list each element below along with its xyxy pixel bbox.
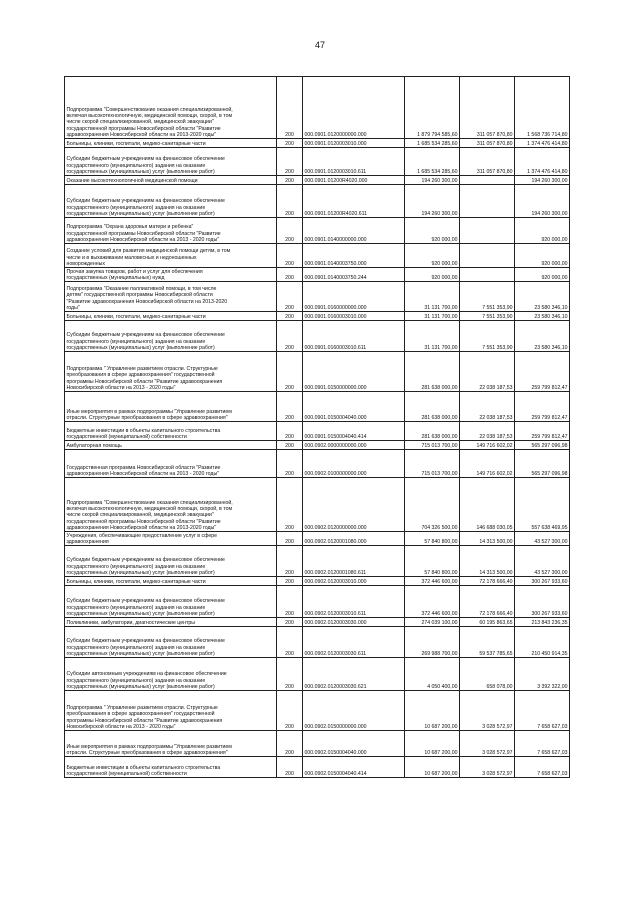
- row-name-cell: Оказание высокотехнологичной медицинской помощи: [65, 176, 277, 185]
- row-code-cell: 200: [277, 176, 303, 185]
- row-unexecuted-cell: 7 658 627,03: [515, 757, 570, 778]
- row-kbk-cell: 000.0901.0140003750.000: [303, 244, 405, 268]
- row-executed-cell: 3 028 572,97: [460, 757, 515, 778]
- row-unexecuted-cell: 7 658 627,03: [515, 731, 570, 757]
- row-kbk-cell: 000.0901.0160003010.611: [303, 321, 405, 352]
- row-approved-cell: 194 260 300,00: [405, 176, 460, 185]
- row-executed-cell: 22 038 187,53: [460, 422, 515, 441]
- row-executed-cell: 658 078,00: [460, 658, 515, 691]
- row-approved-cell: 10 687 200,00: [405, 731, 460, 757]
- row-code-cell: 200: [277, 586, 303, 618]
- row-executed-cell: 14 313 500,00: [460, 546, 515, 577]
- table-row: [65, 757, 570, 778]
- row-kbk-cell: 000.0902.0150004040.414: [303, 757, 405, 778]
- row-executed-cell: [460, 176, 515, 185]
- row-name-cell: Государственная программа Новосибирской области "Развитие здравоохранения Новосибирской области на 2013 - 2020 годы": [65, 450, 277, 478]
- table-row: [65, 352, 570, 392]
- row-kbk-cell: 000.0902.0120003010.611: [303, 586, 405, 618]
- row-name-cell: Иные мероприятия в рамках подпрограммы "Управление развитием отрасли. Структурные преобразования в сфере здравоохранения": [65, 392, 277, 422]
- row-unexecuted-cell: 1 374 476 414,80: [515, 139, 570, 148]
- table-row: [65, 244, 570, 268]
- row-kbk-cell: 000.0902.0150000000.000: [303, 691, 405, 731]
- row-name-cell: Создание условий для развития медицинской помощи детям, в том числе и в выхаживании маловесных и недоношенных новорожденных: [65, 244, 277, 268]
- table-row: [65, 185, 570, 218]
- table-row: [65, 441, 570, 450]
- row-name-cell: Больницы, клиники, госпитали, медико-санитарные части: [65, 577, 277, 586]
- row-executed-cell: 14 313 500,00: [460, 532, 515, 546]
- table-row: [65, 731, 570, 757]
- row-code-cell: 200: [277, 658, 303, 691]
- row-code-cell: 200: [277, 731, 303, 757]
- row-name-cell: Субсидии бюджетным учреждениям на финансовое обеспечение государственного (муниципального) задания на оказание государственных (муниципальных) услуг (выполнение работ): [65, 321, 277, 352]
- budget-table: [64, 76, 570, 778]
- budget-table-body: [65, 77, 570, 778]
- row-code-cell: 200: [277, 282, 303, 312]
- row-kbk-cell: 000.0902.0120003030.000: [303, 618, 405, 627]
- table-row: [65, 218, 570, 244]
- row-approved-cell: 281 638 000,00: [405, 392, 460, 422]
- row-unexecuted-cell: 210 450 914,35: [515, 627, 570, 658]
- row-unexecuted-cell: 1 374 476 414,80: [515, 148, 570, 176]
- row-kbk-cell: 000.0901.0120003010.611: [303, 148, 405, 176]
- row-executed-cell: 22 038 187,53: [460, 392, 515, 422]
- row-executed-cell: [460, 185, 515, 218]
- row-approved-cell: 920 000,00: [405, 218, 460, 244]
- row-executed-cell: 149 716 602,02: [460, 450, 515, 478]
- row-approved-cell: 31 131 700,00: [405, 312, 460, 321]
- row-unexecuted-cell: 920 000,00: [515, 218, 570, 244]
- row-unexecuted-cell: 194 260 300,00: [515, 176, 570, 185]
- row-unexecuted-cell: 23 580 346,10: [515, 321, 570, 352]
- row-name-cell: Прочая закупка товаров, работ и услуг для обеспечения государственных (муниципальных) нужд: [65, 268, 277, 282]
- row-unexecuted-cell: 7 658 627,03: [515, 691, 570, 731]
- row-kbk-cell: 000.0901.0150000000.000: [303, 352, 405, 392]
- row-name-cell: Иные мероприятия в рамках подпрограммы "Управление развитием отрасли. Структурные преобразования в сфере здравоохранения": [65, 731, 277, 757]
- row-approved-cell: 704 326 500,00: [405, 478, 460, 532]
- row-kbk-cell: 000.0902.0120003010.000: [303, 577, 405, 586]
- row-code-cell: 200: [277, 352, 303, 392]
- row-kbk-cell: 000.0901.0140000000.000: [303, 218, 405, 244]
- row-kbk-cell: 000.0901.01200R4020.000: [303, 176, 405, 185]
- row-unexecuted-cell: 43 527 300,00: [515, 532, 570, 546]
- row-approved-cell: 281 638 000,00: [405, 422, 460, 441]
- row-approved-cell: 31 131 700,00: [405, 282, 460, 312]
- row-unexecuted-cell: 300 267 933,60: [515, 577, 570, 586]
- row-unexecuted-cell: 920 000,00: [515, 268, 570, 282]
- table-row: [65, 627, 570, 658]
- row-name-cell: Амбулаторная помощь: [65, 441, 277, 450]
- row-approved-cell: 31 131 700,00: [405, 321, 460, 352]
- row-unexecuted-cell: 259 799 812,47: [515, 422, 570, 441]
- row-name-cell: Бюджетные инвестиции в объекты капитального строительства государственной (муниципальной) собственности: [65, 757, 277, 778]
- row-code-cell: 200: [277, 618, 303, 627]
- row-executed-cell: 7 551 353,90: [460, 312, 515, 321]
- row-kbk-cell: 000.0902.0120003030.621: [303, 658, 405, 691]
- row-code-cell: 200: [277, 532, 303, 546]
- row-unexecuted-cell: 259 799 812,47: [515, 392, 570, 422]
- row-approved-cell: 281 638 000,00: [405, 352, 460, 392]
- row-approved-cell: 1 879 794 585,60: [405, 77, 460, 139]
- table-row: [65, 478, 570, 532]
- table-row: [65, 268, 570, 282]
- row-executed-cell: [460, 218, 515, 244]
- row-code-cell: 200: [277, 148, 303, 176]
- row-executed-cell: 72 178 666,40: [460, 577, 515, 586]
- row-executed-cell: 7 551 353,90: [460, 321, 515, 352]
- row-kbk-cell: 000.0902.0000000000.000: [303, 441, 405, 450]
- row-kbk-cell: 000.0901.0150004040.000: [303, 392, 405, 422]
- row-code-cell: 200: [277, 312, 303, 321]
- row-code-cell: 200: [277, 691, 303, 731]
- row-kbk-cell: 000.0902.0150004040.000: [303, 731, 405, 757]
- row-name-cell: Подпрограмма "Совершенствование оказания специализированной, включая высокотехнологичную, медицинской помощи, скорой, в том числе скорой специализированной, медицинской эвакуации" государственной программы Новосибирской области "Развитие здравоохранения Новосибирской области на 2013-2020 годы": [65, 478, 277, 532]
- table-row: [65, 312, 570, 321]
- row-code-cell: 200: [277, 321, 303, 352]
- row-approved-cell: 10 687 200,00: [405, 691, 460, 731]
- row-code-cell: 200: [277, 139, 303, 148]
- row-unexecuted-cell: 23 580 346,10: [515, 312, 570, 321]
- row-name-cell: Субсидии автономным учреждениям на финансовое обеспечение государственного (муниципального) задания на оказание государственных (муниципальных) услуг (выполнение работ): [65, 658, 277, 691]
- row-approved-cell: 57 840 800,00: [405, 532, 460, 546]
- row-code-cell: 200: [277, 392, 303, 422]
- table-row: [65, 148, 570, 176]
- row-executed-cell: 72 178 666,40: [460, 586, 515, 618]
- row-unexecuted-cell: 565 297 096,98: [515, 450, 570, 478]
- table-row: [65, 586, 570, 618]
- row-approved-cell: 269 988 700,00: [405, 627, 460, 658]
- table-row: [65, 532, 570, 546]
- row-executed-cell: 311 057 870,80: [460, 139, 515, 148]
- table-row: [65, 658, 570, 691]
- table-row: [65, 321, 570, 352]
- row-executed-cell: 22 038 187,53: [460, 352, 515, 392]
- table-row: [65, 77, 570, 139]
- row-approved-cell: 1 685 534 285,60: [405, 139, 460, 148]
- row-approved-cell: 715 013 700,00: [405, 450, 460, 478]
- row-name-cell: Поликлиники, амбулатории, диагностические центры: [65, 618, 277, 627]
- row-code-cell: 200: [277, 77, 303, 139]
- row-kbk-cell: 000.0901.0140003750.244: [303, 268, 405, 282]
- row-approved-cell: 274 039 100,00: [405, 618, 460, 627]
- row-name-cell: Подпрограмма " Управление развитием отрасли. Структурные преобразования в сфере здравоохранения" государственной программы Новосибирской области "Развитие здравоохранения Новосибирской области на 2013 - 2020 годы": [65, 352, 277, 392]
- table-row: [65, 546, 570, 577]
- table-row: [65, 139, 570, 148]
- row-name-cell: Субсидии бюджетным учреждениям на финансовое обеспечение государственного (муниципального) задания на оказание государственных (муниципальных) услуг (выполнение работ): [65, 627, 277, 658]
- row-code-cell: 200: [277, 627, 303, 658]
- row-name-cell: Подпрограмма "Оказание паллиативной помощи, в том числе детям" государственной программы Новосибирской области "Развитие здравоохранения Новосибирской области на 2013-2020 годы": [65, 282, 277, 312]
- row-approved-cell: 57 840 800,00: [405, 546, 460, 577]
- row-unexecuted-cell: 1 568 736 714,80: [515, 77, 570, 139]
- row-executed-cell: 7 551 353,90: [460, 282, 515, 312]
- row-code-cell: 200: [277, 244, 303, 268]
- row-code-cell: 200: [277, 546, 303, 577]
- row-approved-cell: 372 446 600,00: [405, 577, 460, 586]
- row-name-cell: Бюджетные инвестиции в объекты капитального строительства государственной (муниципальной) собственности: [65, 422, 277, 441]
- row-kbk-cell: 000.0901.0160003010.000: [303, 312, 405, 321]
- row-executed-cell: 3 028 572,97: [460, 691, 515, 731]
- row-approved-cell: 1 685 534 285,60: [405, 148, 460, 176]
- row-executed-cell: 3 028 572,97: [460, 731, 515, 757]
- row-approved-cell: 715 013 700,00: [405, 441, 460, 450]
- row-name-cell: Субсидии бюджетным учреждениям на финансовое обеспечение государственного (муниципального) задания на оказание государственных (муниципальных) услуг (выполнение работ): [65, 546, 277, 577]
- row-name-cell: Субсидии бюджетным учреждениям на финансовое обеспечение государственного (муниципального) задания на оказание государственных (муниципальных) услуг (выполнение работ): [65, 185, 277, 218]
- row-kbk-cell: 000.0901.0120003010.000: [303, 139, 405, 148]
- row-approved-cell: 194 260 300,00: [405, 185, 460, 218]
- row-unexecuted-cell: 920 000,00: [515, 244, 570, 268]
- row-executed-cell: 59 537 785,65: [460, 627, 515, 658]
- row-unexecuted-cell: 565 297 096,98: [515, 441, 570, 450]
- row-kbk-cell: 000.0901.0160000000.000: [303, 282, 405, 312]
- row-code-cell: 200: [277, 478, 303, 532]
- row-unexecuted-cell: 194 260 300,00: [515, 185, 570, 218]
- row-kbk-cell: 000.0902.0120000000.000: [303, 478, 405, 532]
- row-name-cell: Учреждения, обеспечивающие предоставление услуг в сфере здравоохранения: [65, 532, 277, 546]
- row-unexecuted-cell: 300 267 933,60: [515, 586, 570, 618]
- page-number: 47: [314, 40, 325, 50]
- row-kbk-cell: 000.0901.0150004040.414: [303, 422, 405, 441]
- row-code-cell: 200: [277, 218, 303, 244]
- row-approved-cell: 920 000,00: [405, 244, 460, 268]
- row-unexecuted-cell: 3 392 322,00: [515, 658, 570, 691]
- table-row: [65, 282, 570, 312]
- row-approved-cell: 10 687 200,00: [405, 757, 460, 778]
- row-unexecuted-cell: 213 843 236,35: [515, 618, 570, 627]
- row-executed-cell: 311 057 870,80: [460, 148, 515, 176]
- table-row: [65, 577, 570, 586]
- row-executed-cell: 146 688 030,05: [460, 478, 515, 532]
- row-kbk-cell: 000.0902.0100000000.000: [303, 450, 405, 478]
- row-code-cell: 200: [277, 757, 303, 778]
- row-executed-cell: [460, 244, 515, 268]
- row-name-cell: Субсидии бюджетным учреждениям на финансовое обеспечение государственного (муниципального) задания на оказание государственных (муниципальных) услуг (выполнение работ): [65, 148, 277, 176]
- row-code-cell: 200: [277, 422, 303, 441]
- row-name-cell: Подпрограмма "Совершенствование оказания специализированной, включая высокотехнологичную, медицинской помощи, скорой, в том числе скорой специализированной, медицинской эвакуации" государственной программы Новосибирской области "Развитие здравоохранения Новосибирской области на 2013-2020 годы": [65, 77, 277, 139]
- row-approved-cell: 372 446 600,00: [405, 586, 460, 618]
- row-code-cell: 200: [277, 185, 303, 218]
- table-row: [65, 618, 570, 627]
- row-kbk-cell: 000.0902.0120001080.000: [303, 532, 405, 546]
- row-kbk-cell: 000.0901.0120000000.000: [303, 77, 405, 139]
- row-approved-cell: 4 050 400,00: [405, 658, 460, 691]
- table-row: [65, 176, 570, 185]
- row-code-cell: 200: [277, 441, 303, 450]
- row-executed-cell: 60 195 863,65: [460, 618, 515, 627]
- row-executed-cell: [460, 268, 515, 282]
- table-row: [65, 691, 570, 731]
- table-row: [65, 422, 570, 441]
- row-name-cell: Подпрограмма " Управление развитием отрасли. Структурные преобразования в сфере здравоохранения" государственной программы Новосибирской области "Развитие здравоохранения Новосибирской области на 2013 - 2020 годы": [65, 691, 277, 731]
- table-row: [65, 450, 570, 478]
- row-code-cell: 200: [277, 268, 303, 282]
- row-unexecuted-cell: 23 580 346,10: [515, 282, 570, 312]
- row-kbk-cell: 000.0901.01200R4020.611: [303, 185, 405, 218]
- row-executed-cell: 311 057 870,80: [460, 77, 515, 139]
- row-unexecuted-cell: 557 638 469,95: [515, 478, 570, 532]
- row-name-cell: Подпрограмма "Охрана здоровья матери и ребенка" государственной программы Новосибирской области "Развитие здравоохранения Новосибирской области на 2013 - 2020 годы": [65, 218, 277, 244]
- row-kbk-cell: 000.0902.0120001080.611: [303, 546, 405, 577]
- row-unexecuted-cell: 43 527 300,00: [515, 546, 570, 577]
- row-name-cell: Субсидии бюджетным учреждениям на финансовое обеспечение государственного (муниципального) задания на оказание государственных (муниципальных) услуг (выполнение работ): [65, 586, 277, 618]
- row-code-cell: 200: [277, 450, 303, 478]
- row-executed-cell: 149 716 602,02: [460, 441, 515, 450]
- budget-table-container: [64, 76, 569, 778]
- row-unexecuted-cell: 259 799 812,47: [515, 352, 570, 392]
- row-name-cell: Больницы, клиники, госпитали, медико-санитарные части: [65, 312, 277, 321]
- row-approved-cell: 920 000,00: [405, 268, 460, 282]
- row-code-cell: 200: [277, 577, 303, 586]
- row-kbk-cell: 000.0902.0120003030.611: [303, 627, 405, 658]
- row-name-cell: Больницы, клиники, госпитали, медико-санитарные части: [65, 139, 277, 148]
- table-row: [65, 392, 570, 422]
